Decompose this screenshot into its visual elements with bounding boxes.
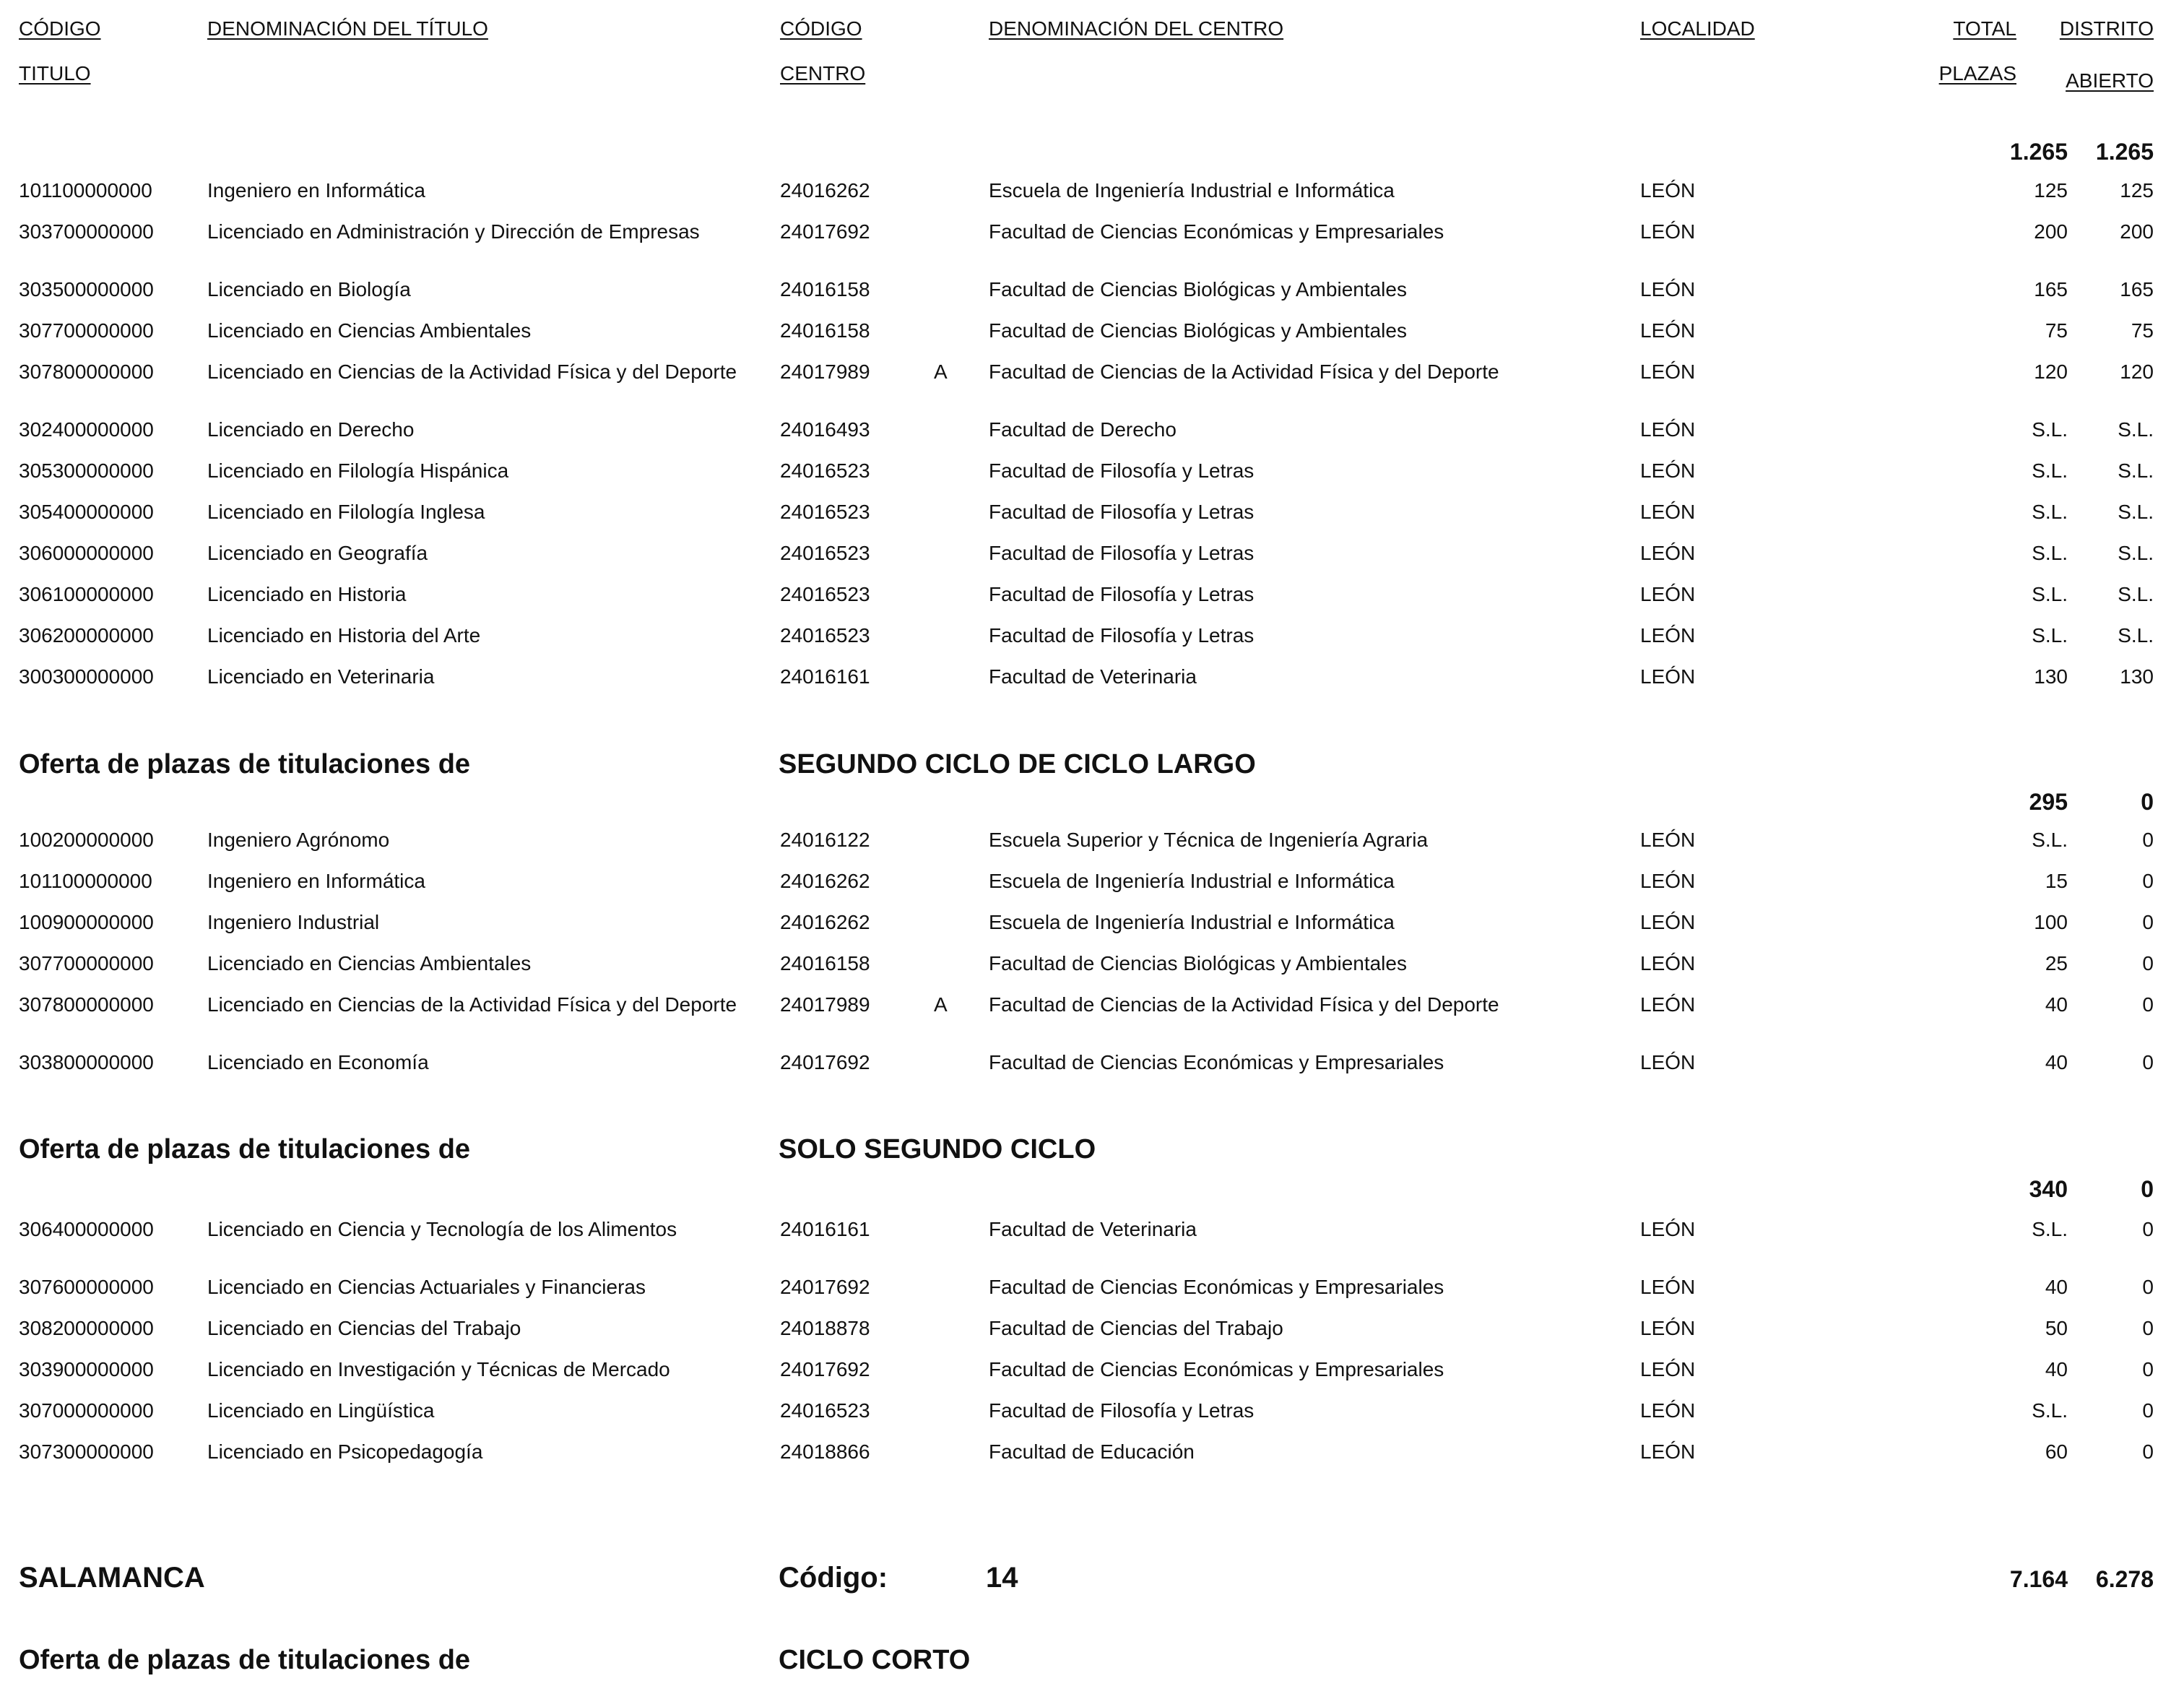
title-name: Licenciado en Historia — [207, 583, 407, 605]
title-code: 101100000000 — [19, 870, 152, 892]
distrito-abierto: 0 — [2142, 1051, 2154, 1073]
header-codigo-centro: CÓDIGO — [780, 17, 862, 40]
locality: LEÓN — [1640, 993, 1696, 1016]
locality: LEÓN — [1640, 952, 1696, 975]
center-code: 24018878 — [780, 1317, 870, 1339]
header-abierto: ABIERTO — [2066, 69, 2154, 92]
center-code: 24017692 — [780, 1276, 870, 1298]
distrito-abierto: S.L. — [2118, 418, 2154, 441]
distrito-abierto: 0 — [2142, 1399, 2154, 1422]
center-name: Facultad de Ciencias Económicas y Empresariales — [989, 220, 1444, 243]
center-name: Facultad de Educación — [989, 1440, 1195, 1463]
distrito-abierto: 75 — [2131, 319, 2154, 342]
title-code: 302400000000 — [19, 418, 154, 441]
title-name: Licenciado en Ciencia y Tecnología de los Alimentos — [207, 1218, 677, 1240]
header-titulo: TITULO — [19, 62, 91, 85]
center-name: Facultad de Derecho — [989, 418, 1176, 441]
title-code: 100200000000 — [19, 829, 154, 851]
title-code: 303500000000 — [19, 278, 154, 301]
center-code: 24017692 — [780, 1358, 870, 1380]
university-code: 14 — [986, 1562, 1018, 1594]
university-total: 7.164 — [2009, 1566, 2068, 1592]
center-name: Facultad de Ciencias Biológicas y Ambientales — [989, 319, 1407, 342]
title-name: Licenciado en Economía — [207, 1051, 429, 1073]
title-code: 300300000000 — [19, 665, 154, 688]
total-places: 15 — [2045, 870, 2068, 892]
locality: LEÓN — [1640, 459, 1696, 482]
title-name: Licenciado en Administración y Dirección de Empresas — [207, 220, 700, 243]
locality: LEÓN — [1640, 1276, 1696, 1298]
section3-type: SOLO SEGUNDO CICLO — [779, 1134, 1096, 1164]
section2-label: Oferta de plazas de titulaciones de — [19, 749, 471, 779]
locality: LEÓN — [1640, 501, 1696, 523]
distrito-abierto: S.L. — [2118, 583, 2154, 605]
locality: LEÓN — [1640, 1218, 1696, 1240]
distrito-abierto: 200 — [2120, 220, 2154, 243]
title-code: 307800000000 — [19, 993, 154, 1016]
title-code: 306200000000 — [19, 624, 154, 647]
center-name: Facultad de Ciencias Económicas y Empresariales — [989, 1358, 1444, 1380]
title-name: Licenciado en Filología Inglesa — [207, 501, 485, 523]
center-code: 24016493 — [780, 418, 870, 441]
total-places: S.L. — [2032, 459, 2068, 482]
total-places: 130 — [2034, 665, 2068, 688]
total-places: 125 — [2034, 179, 2068, 202]
header-plazas: PLAZAS — [1938, 62, 2016, 85]
total-places: 165 — [2034, 278, 2068, 301]
title-code: 305300000000 — [19, 459, 154, 482]
header-centro: CENTRO — [780, 62, 866, 85]
title-name: Licenciado en Ciencias de la Actividad Física y del Deporte — [207, 993, 737, 1016]
total-places: S.L. — [2032, 418, 2068, 441]
locality: LEÓN — [1640, 278, 1696, 301]
locality: LEÓN — [1640, 1399, 1696, 1422]
university-distrito: 6.278 — [2095, 1566, 2154, 1592]
center-code: 24016262 — [780, 870, 870, 892]
title-name: Licenciado en Ciencias Ambientales — [207, 319, 532, 342]
center-code: 24016161 — [780, 1218, 870, 1240]
total-places: 120 — [2034, 360, 2068, 383]
distrito-abierto: S.L. — [2118, 624, 2154, 647]
title-name: Licenciado en Geografía — [207, 542, 428, 564]
center-name: Escuela Superior y Técnica de Ingeniería Agraria — [989, 829, 1429, 851]
title-code: 303900000000 — [19, 1358, 154, 1380]
total-places: 75 — [2045, 319, 2068, 342]
total-places: 40 — [2045, 1051, 2068, 1073]
center-name: Facultad de Veterinaria — [989, 665, 1197, 688]
locality: LEÓN — [1640, 179, 1696, 202]
locality: LEÓN — [1640, 1051, 1696, 1073]
distrito-abierto: 0 — [2142, 911, 2154, 933]
center-code: 24018866 — [780, 1440, 870, 1463]
distrito-abierto: 165 — [2120, 278, 2154, 301]
center-code: 24017692 — [780, 1051, 870, 1073]
section4-type: CICLO CORTO — [779, 1645, 971, 1675]
title-name: Licenciado en Ciencias Actuariales y Financieras — [207, 1276, 646, 1298]
distrito-abierto: 0 — [2142, 1317, 2154, 1339]
total-places: 40 — [2045, 993, 2068, 1016]
center-mark: A — [934, 993, 948, 1016]
title-name: Licenciado en Filología Hispánica — [207, 459, 509, 482]
title-code: 307000000000 — [19, 1399, 154, 1422]
center-name: Facultad de Filosofía y Letras — [989, 542, 1254, 564]
locality: LEÓN — [1640, 1440, 1696, 1463]
section2-total: 295 — [2029, 789, 2068, 815]
total-places: S.L. — [2032, 583, 2068, 605]
total-places: S.L. — [2032, 1218, 2068, 1240]
locality: LEÓN — [1640, 418, 1696, 441]
center-name: Facultad de Filosofía y Letras — [989, 501, 1254, 523]
distrito-abierto: 120 — [2120, 360, 2154, 383]
locality: LEÓN — [1640, 1358, 1696, 1380]
total-places: S.L. — [2032, 542, 2068, 564]
center-code: 24016158 — [780, 319, 870, 342]
title-name: Licenciado en Lingüística — [207, 1399, 435, 1422]
title-code: 307700000000 — [19, 319, 154, 342]
title-name: Ingeniero Agrónomo — [207, 829, 390, 851]
distrito-abierto: S.L. — [2118, 459, 2154, 482]
center-code: 24016523 — [780, 583, 870, 605]
title-code: 308200000000 — [19, 1317, 154, 1339]
distrito-abierto: 125 — [2120, 179, 2154, 202]
title-code: 303700000000 — [19, 220, 154, 243]
title-code: 307700000000 — [19, 952, 154, 975]
total-places: S.L. — [2032, 1399, 2068, 1422]
center-code: 24016523 — [780, 459, 870, 482]
title-name: Licenciado en Ciencias de la Actividad Física y del Deporte — [207, 360, 737, 383]
title-name: Licenciado en Biología — [207, 278, 411, 301]
center-name: Facultad de Ciencias Biológicas y Ambientales — [989, 952, 1407, 975]
center-name: Facultad de Ciencias Económicas y Empresariales — [989, 1051, 1444, 1073]
center-code: 24016158 — [780, 952, 870, 975]
total-places: 50 — [2045, 1317, 2068, 1339]
center-name: Facultad de Ciencias Económicas y Empresariales — [989, 1276, 1444, 1298]
center-code: 24016523 — [780, 624, 870, 647]
university-code-label: Código: — [779, 1562, 888, 1594]
section1-total: 1.265 — [2009, 139, 2068, 165]
distrito-abierto: 0 — [2142, 1218, 2154, 1240]
locality: LEÓN — [1640, 319, 1696, 342]
center-code: 24016158 — [780, 278, 870, 301]
section2-type: SEGUNDO CICLO DE CICLO LARGO — [779, 749, 1256, 779]
center-code: 24016122 — [780, 829, 870, 851]
center-name: Escuela de Ingeniería Industrial e Informática — [989, 911, 1395, 933]
distrito-abierto: S.L. — [2118, 501, 2154, 523]
title-code: 307800000000 — [19, 360, 154, 383]
title-code: 303800000000 — [19, 1051, 154, 1073]
total-places: 25 — [2045, 952, 2068, 975]
title-code: 307300000000 — [19, 1440, 154, 1463]
header-denominacion-titulo: DENOMINACIÓN DEL TÍTULO — [207, 17, 488, 40]
section3-label: Oferta de plazas de titulaciones de — [19, 1134, 471, 1164]
center-name: Facultad de Filosofía y Letras — [989, 459, 1254, 482]
title-name: Ingeniero Industrial — [207, 911, 380, 933]
total-places: S.L. — [2032, 624, 2068, 647]
center-name: Facultad de Ciencias de la Actividad Física y del Deporte — [989, 360, 1499, 383]
section4-label: Oferta de plazas de titulaciones de — [19, 1645, 471, 1675]
center-name: Escuela de Ingeniería Industrial e Informática — [989, 870, 1395, 892]
distrito-abierto: 0 — [2142, 870, 2154, 892]
title-name: Licenciado en Historia del Arte — [207, 624, 481, 647]
university-name: SALAMANCA — [19, 1562, 205, 1594]
title-name: Licenciado en Ciencias Ambientales — [207, 952, 532, 975]
center-code: 24017692 — [780, 220, 870, 243]
header-total: TOTAL — [1953, 17, 2016, 40]
locality: LEÓN — [1640, 542, 1696, 564]
distrito-abierto: 0 — [2142, 1276, 2154, 1298]
center-code: 24016523 — [780, 542, 870, 564]
section3-distrito: 0 — [2141, 1176, 2154, 1202]
distrito-abierto: S.L. — [2118, 542, 2154, 564]
title-code: 305400000000 — [19, 501, 154, 523]
locality: LEÓN — [1640, 870, 1696, 892]
total-places: 100 — [2034, 911, 2068, 933]
locality: LEÓN — [1640, 1317, 1696, 1339]
center-name: Facultad de Filosofía y Letras — [989, 583, 1254, 605]
center-code: 24016262 — [780, 911, 870, 933]
title-name: Licenciado en Derecho — [207, 418, 415, 441]
section2-distrito: 0 — [2141, 789, 2154, 815]
center-name: Facultad de Filosofía y Letras — [989, 624, 1254, 647]
title-name: Licenciado en Ciencias del Trabajo — [207, 1317, 521, 1339]
locality: LEÓN — [1640, 829, 1696, 851]
locality: LEÓN — [1640, 624, 1696, 647]
header-denominacion-centro: DENOMINACIÓN DEL CENTRO — [989, 17, 1284, 40]
distrito-abierto: 0 — [2142, 993, 2154, 1016]
title-name: Licenciado en Psicopedagogía — [207, 1440, 483, 1463]
distrito-abierto: 130 — [2120, 665, 2154, 688]
title-code: 306400000000 — [19, 1218, 154, 1240]
total-places: 40 — [2045, 1276, 2068, 1298]
title-code: 101100000000 — [19, 179, 152, 202]
center-code: 24016262 — [780, 179, 870, 202]
center-code: 24016161 — [780, 665, 870, 688]
center-code: 24016523 — [780, 501, 870, 523]
total-places: 40 — [2045, 1358, 2068, 1380]
title-code: 307600000000 — [19, 1276, 154, 1298]
center-name: Facultad de Filosofía y Letras — [989, 1399, 1254, 1422]
center-code: 24017989 — [780, 360, 870, 383]
center-name: Facultad de Ciencias Biológicas y Ambientales — [989, 278, 1407, 301]
total-places: S.L. — [2032, 829, 2068, 851]
locality: LEÓN — [1640, 583, 1696, 605]
section1-distrito: 1.265 — [2095, 139, 2154, 165]
title-name: Ingeniero en Informática — [207, 870, 425, 892]
locality: LEÓN — [1640, 360, 1696, 383]
header-codigo-titulo: CÓDIGO — [19, 17, 101, 40]
distrito-abierto: 0 — [2142, 952, 2154, 975]
distrito-abierto: 0 — [2142, 1358, 2154, 1380]
section3-total: 340 — [2029, 1176, 2068, 1202]
locality: LEÓN — [1640, 220, 1696, 243]
title-code: 100900000000 — [19, 911, 154, 933]
center-code: 24016523 — [780, 1399, 870, 1422]
title-code: 306000000000 — [19, 542, 154, 564]
title-name: Ingeniero en Informática — [207, 179, 425, 202]
locality: LEÓN — [1640, 665, 1696, 688]
header-localidad: LOCALIDAD — [1640, 17, 1755, 40]
center-code: 24017989 — [780, 993, 870, 1016]
distrito-abierto: 0 — [2142, 1440, 2154, 1463]
header-distrito: DISTRITO — [2059, 17, 2154, 40]
center-name: Facultad de Veterinaria — [989, 1218, 1197, 1240]
total-places: 60 — [2045, 1440, 2068, 1463]
title-code: 306100000000 — [19, 583, 154, 605]
total-places: S.L. — [2032, 501, 2068, 523]
center-name: Escuela de Ingeniería Industrial e Informática — [989, 179, 1395, 202]
distrito-abierto: 0 — [2142, 829, 2154, 851]
locality: LEÓN — [1640, 911, 1696, 933]
center-name: Facultad de Ciencias de la Actividad Física y del Deporte — [989, 993, 1499, 1016]
center-mark: A — [934, 360, 948, 383]
title-name: Licenciado en Veterinaria — [207, 665, 435, 688]
center-name: Facultad de Ciencias del Trabajo — [989, 1317, 1283, 1339]
total-places: 200 — [2034, 220, 2068, 243]
title-name: Licenciado en Investigación y Técnicas de Mercado — [207, 1358, 670, 1380]
